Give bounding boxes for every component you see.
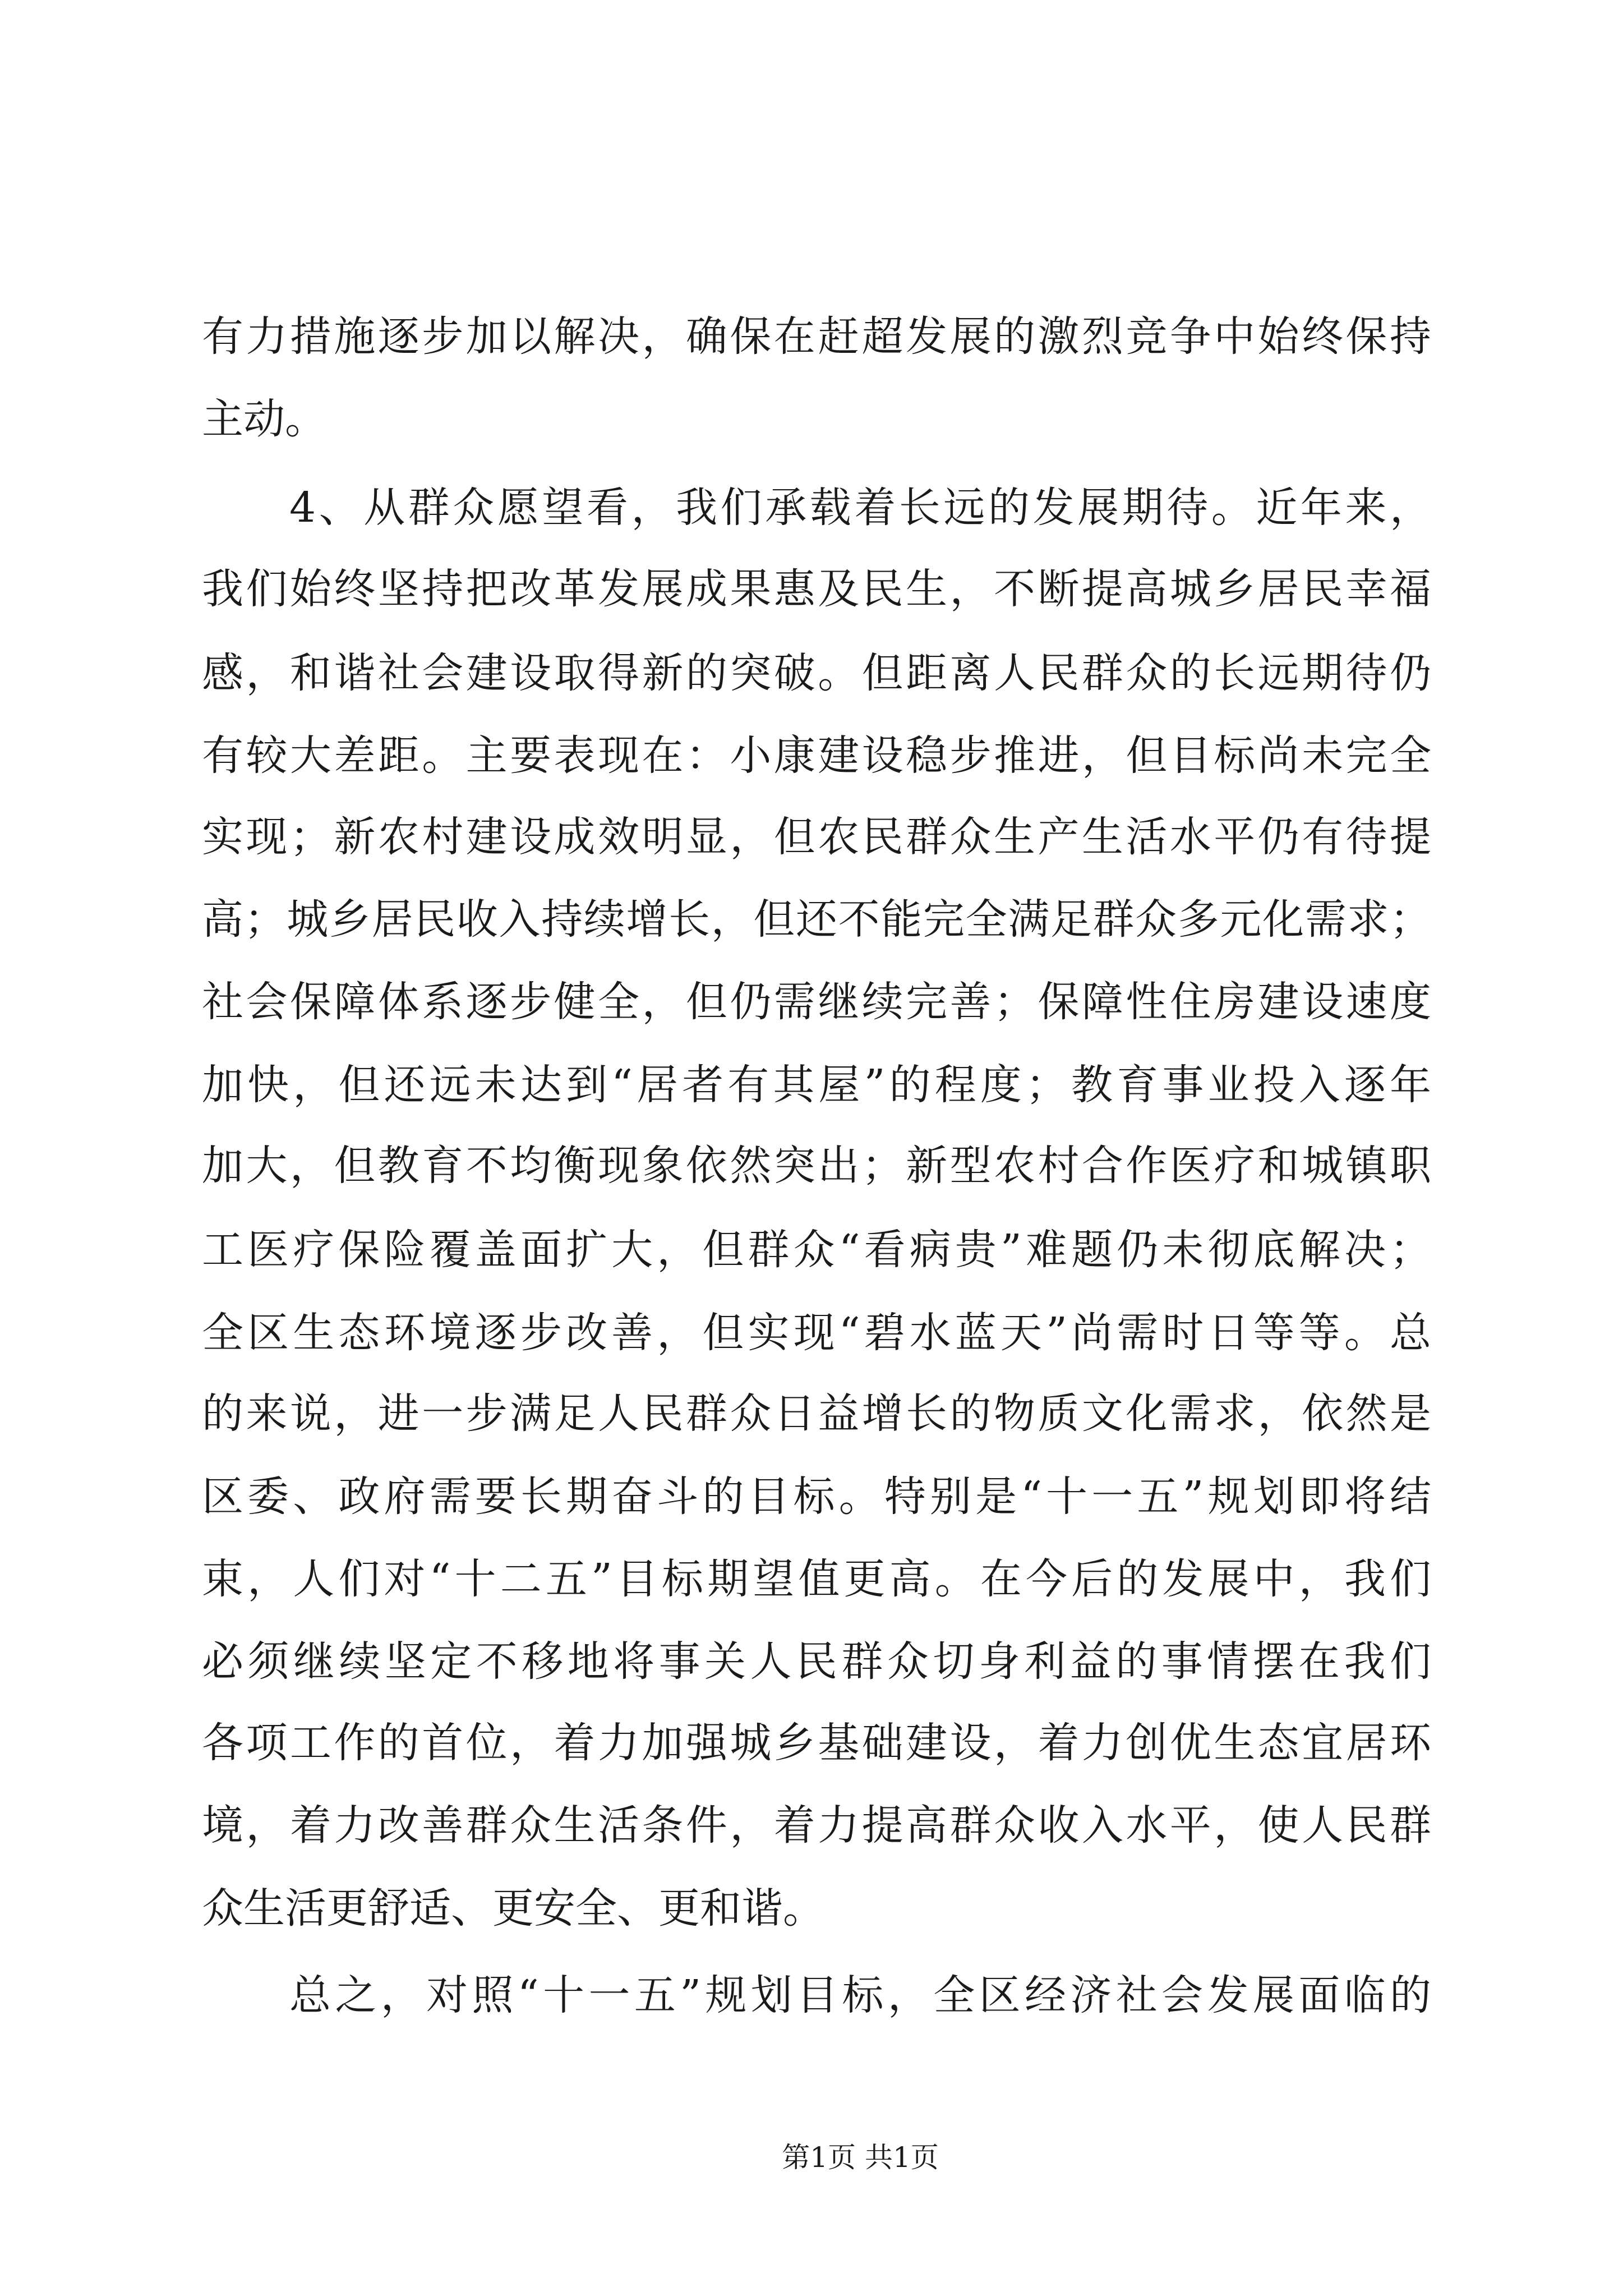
text-line: 各项工作的首位，着力加强城乡基础建设，着力创优生态宜居环 bbox=[202, 1719, 1431, 1767]
text-line: 感，和谐社会建设取得新的突破。但距离人民群众的长远期待仍 bbox=[202, 649, 1431, 697]
text-line: 总之，对照“十一五”规划目标，全区经济社会发展面临的 bbox=[289, 1971, 1431, 2019]
text-line: 社会保障体系逐步健全，但仍需继续完善；保障性住房建设速度 bbox=[202, 978, 1431, 1026]
text-line: 4、从群众愿望看，我们承载着长远的发展期待。近年来， bbox=[289, 484, 1431, 532]
text-line: 众生活更舒适、更安全、更和谐。 bbox=[202, 1884, 824, 1932]
text-line: 主动。 bbox=[202, 395, 326, 443]
text-line: 加大，但教育不均衡现象依然突出；新型农村合作医疗和城镇职 bbox=[202, 1142, 1431, 1190]
text-line: 区委、政府需要长期奋斗的目标。特别是“十一五”规划即将结 bbox=[202, 1473, 1431, 1521]
page-number-footer: 第1页 共1页 bbox=[782, 2141, 939, 2174]
text-line: 的来说，进一步满足人民群众日益增长的物质文化需求，依然是 bbox=[202, 1389, 1431, 1438]
text-line: 高；城乡居民收入持续增长，但还不能完全满足群众多元化需求； bbox=[202, 895, 1431, 944]
text-line: 全区生态环境逐步改善，但实现“碧水蓝天”尚需时日等等。总 bbox=[202, 1309, 1431, 1357]
text-line: 实现；新农村建设成效明显，但农民群众生产生活水平仍有待提 bbox=[202, 813, 1431, 861]
text-line: 有力措施逐步加以解决，确保在赶超发展的激烈竞争中始终保持 bbox=[202, 312, 1431, 361]
text-line: 有较大差距。主要表现在：小康建设稳步推进，但目标尚未完全 bbox=[202, 731, 1431, 780]
text-line: 我们始终坚持把改革发展成果惠及民生，不断提高城乡居民幸福 bbox=[202, 565, 1431, 613]
text-line: 束，人们对“十二五”目标期望值更高。在今后的发展中，我们 bbox=[202, 1555, 1431, 1603]
text-line: 境，着力改善群众生活条件，着力提高群众收入水平，使人民群 bbox=[202, 1801, 1431, 1849]
text-line: 加快，但还远未达到“居者有其屋”的程度；教育事业投入逐年 bbox=[202, 1061, 1431, 1109]
text-line: 工医疗保险覆盖面扩大，但群众“看病贵”难题仍未彻底解决； bbox=[202, 1226, 1431, 1274]
text-line: 必须继续坚定不移地将事关人民群众切身利益的事情摆在我们 bbox=[202, 1637, 1431, 1686]
